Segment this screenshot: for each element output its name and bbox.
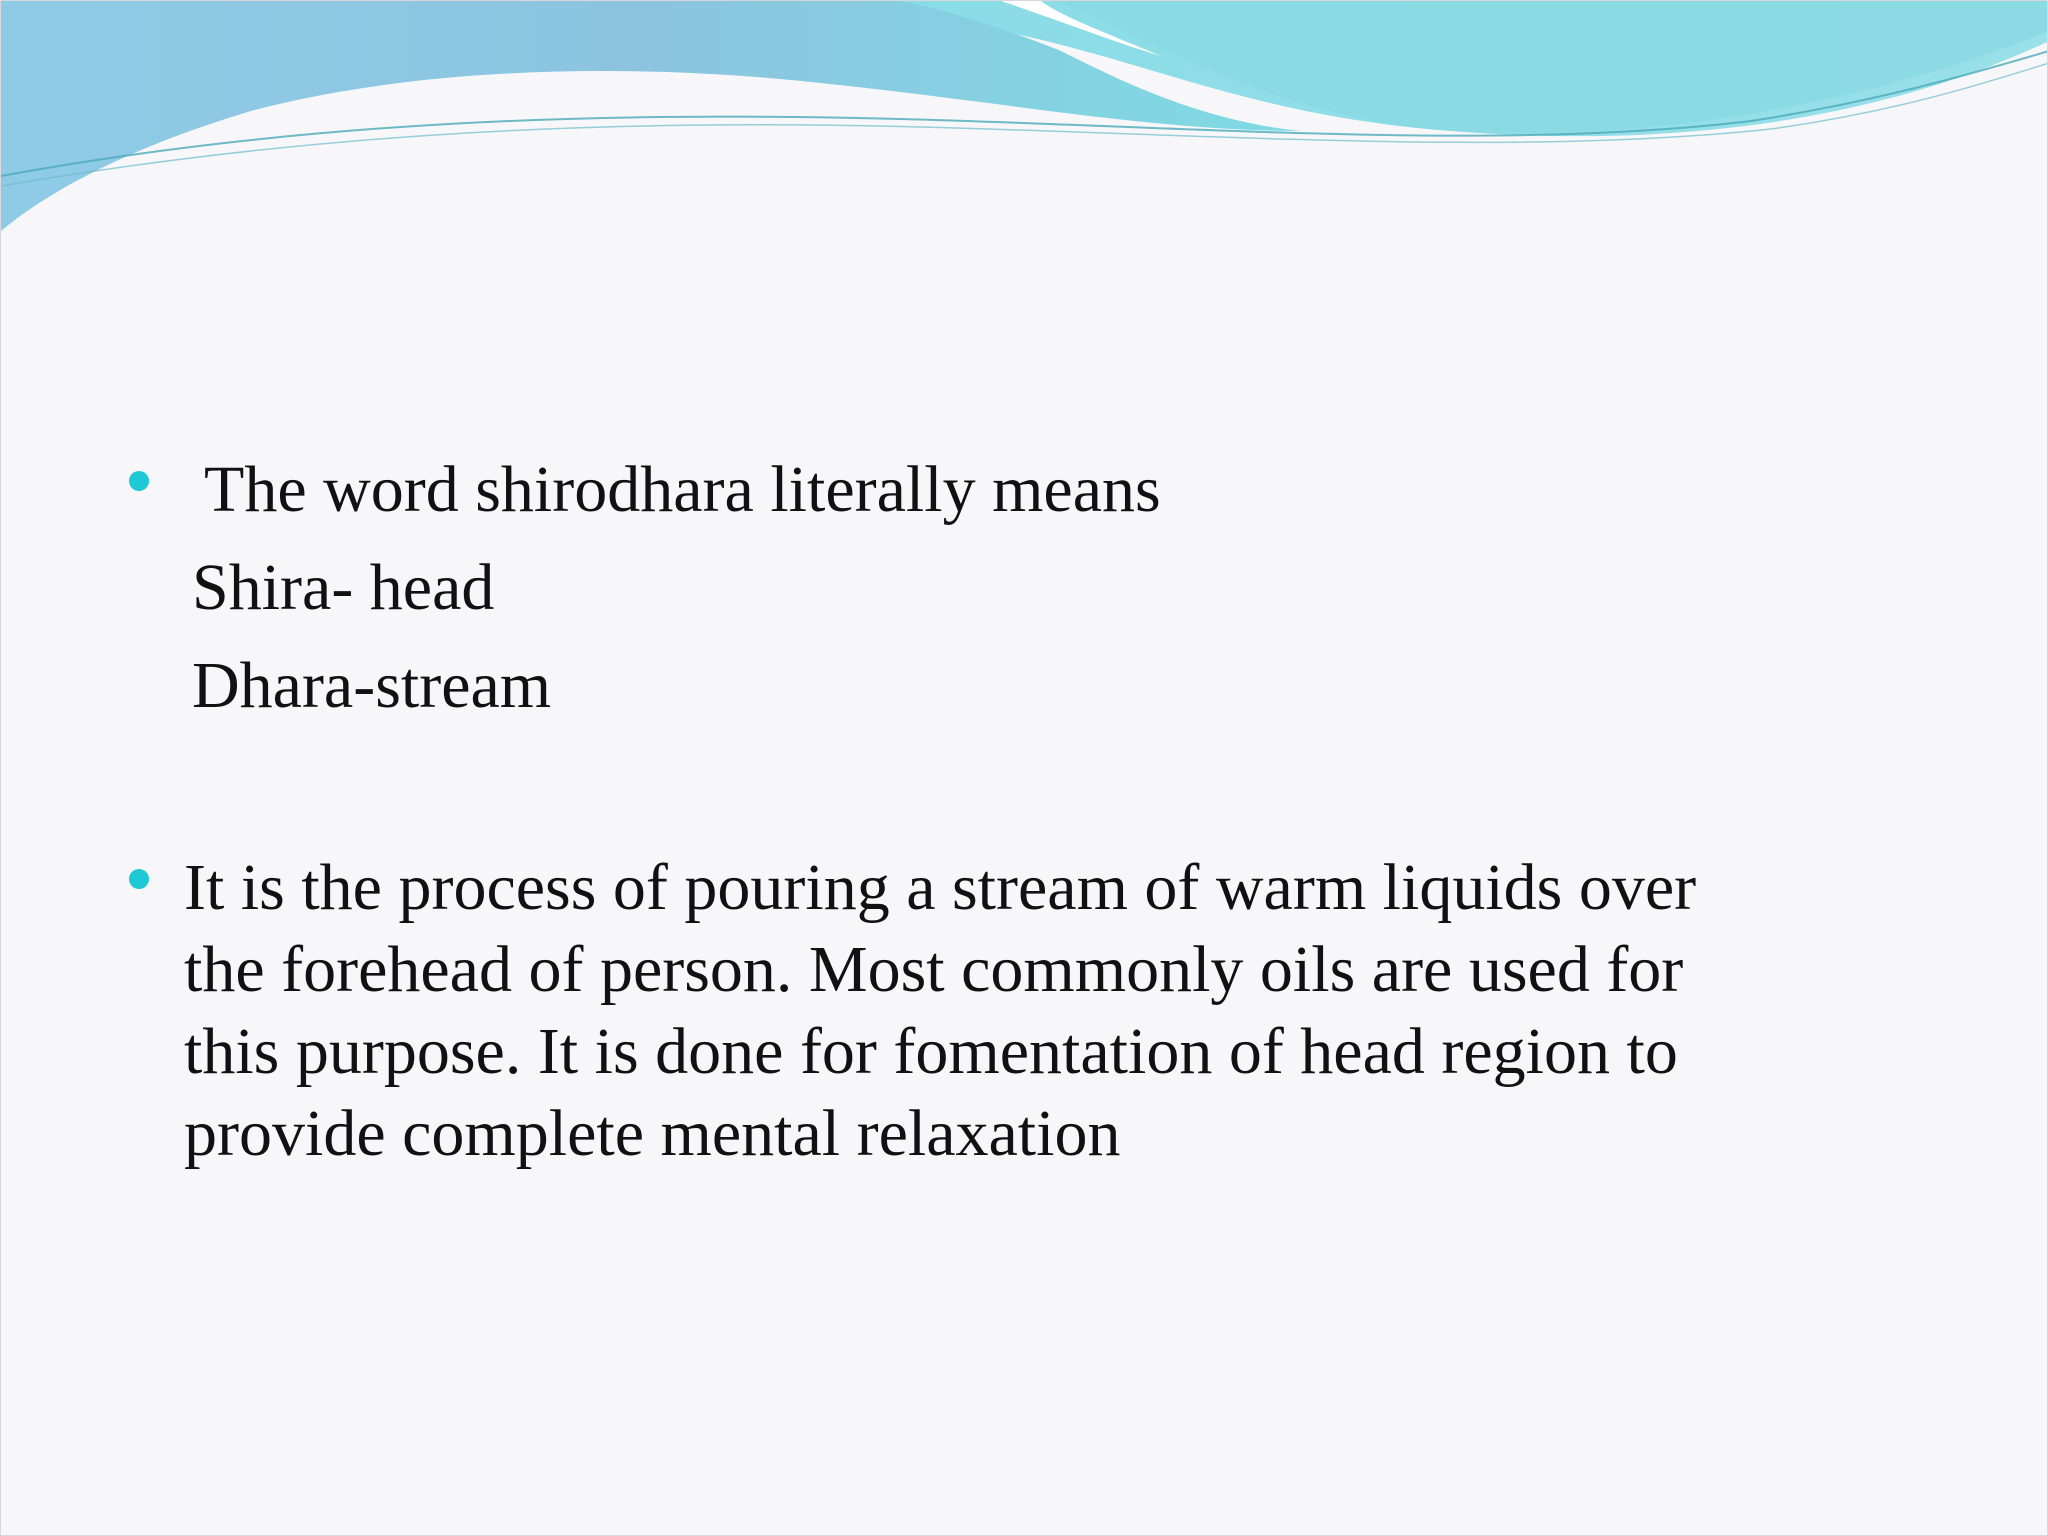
bullet-1-line-1: The word shirodhara literally means [204, 453, 1161, 526]
bullet-1-line-3: Dhara-stream [192, 649, 552, 722]
slide-content [1, 1, 2048, 1536]
bullet-2-line-3: this purpose. It is done for fomentation of head region to [184, 1015, 1678, 1088]
bullet-2-line-2: the forehead of person. Most commonly oils are used for [184, 933, 1684, 1006]
bullet-1-line-2: Shira- head [192, 551, 495, 624]
bullet-2-line-1: It is the process of pouring a stream of warm liquids over [184, 851, 1697, 924]
bullet-1-dot [129, 471, 149, 491]
bullet-2-line-4: provide complete mental relaxation [184, 1097, 1121, 1170]
bullet-2-dot [129, 869, 149, 889]
